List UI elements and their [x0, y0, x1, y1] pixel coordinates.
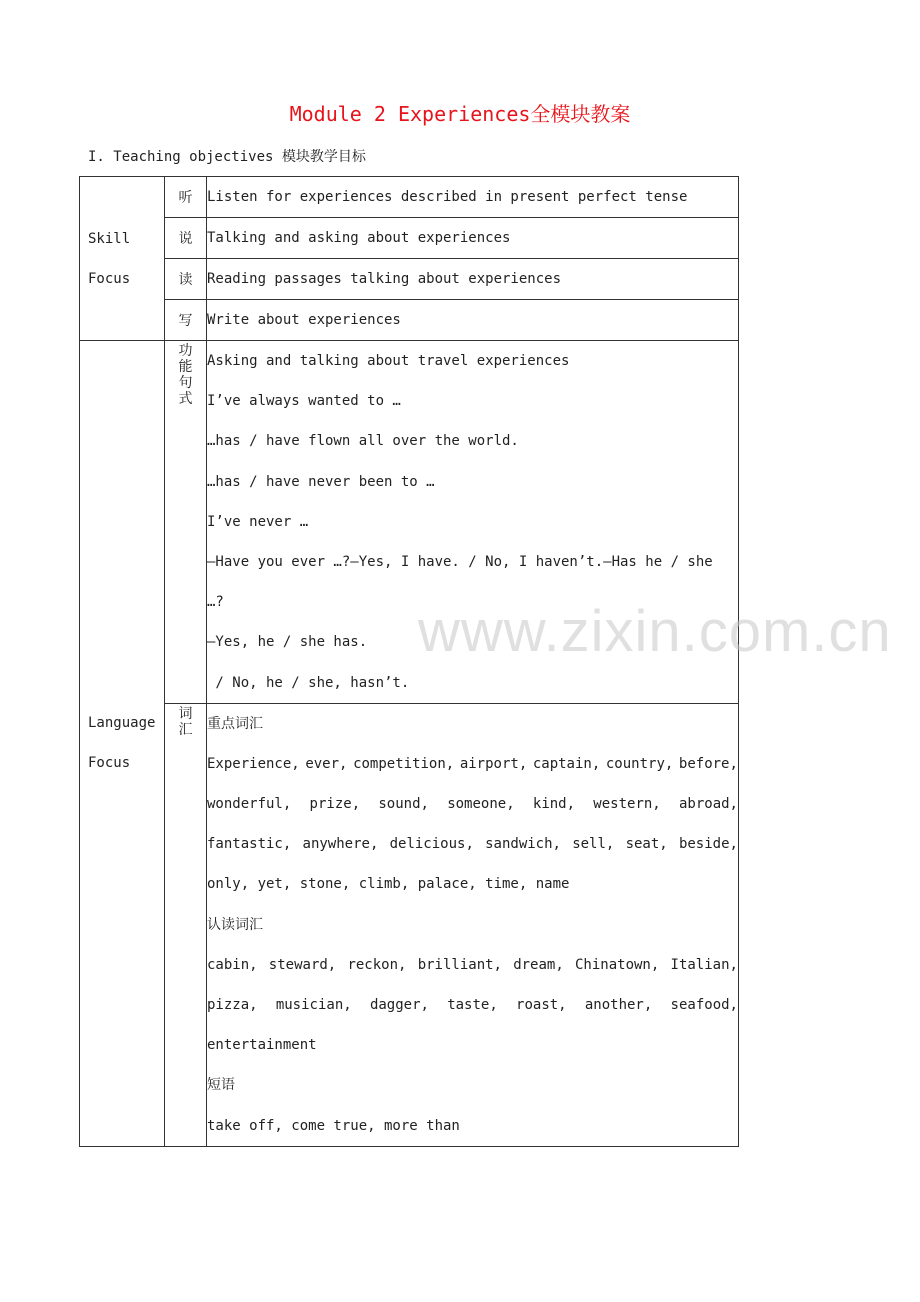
vocab-word: sell,	[572, 836, 615, 853]
recognition-vocab-line	[207, 985, 738, 1025]
function-line: Asking and talking about travel experiences	[207, 353, 570, 369]
recognition-vocab-heading: 认读词汇	[207, 916, 263, 933]
functions-label-char: 句	[178, 375, 193, 391]
vocab-word: Experience,	[207, 755, 300, 772]
vocab-word: dagger,	[369, 997, 429, 1013]
function-line: I’ve never …	[207, 513, 309, 530]
vocabulary-content	[207, 703, 739, 1146]
vocab-word: pizza,	[207, 997, 258, 1013]
skill-listen-text: Listen for experiences described in present perfect tense	[207, 177, 739, 218]
skill-listen: 听	[165, 177, 207, 218]
functions-label-char: 式	[178, 391, 193, 407]
functions-label-char: 能	[178, 359, 193, 375]
function-line: —Yes, he / she has.	[207, 634, 368, 651]
vocab-word: musician,	[275, 997, 352, 1013]
vocab-word: before,	[678, 755, 738, 772]
skill-focus-label-line2: Focus	[88, 270, 131, 287]
vocabulary-label	[165, 703, 207, 1146]
vocab-word: sandwich,	[485, 836, 561, 853]
vocab-word: ever,	[305, 755, 348, 772]
vocab-word: reckon,	[347, 956, 407, 973]
vocab-word: Italian,	[670, 956, 738, 973]
skill-read-text: Reading passages talking about experiences	[207, 259, 739, 300]
vocab-word: western,	[593, 796, 661, 813]
function-line: —Have you ever …?—Yes, I have. / No, I haven’t.—Has he / she	[207, 553, 713, 570]
vocab-word: country,	[605, 755, 674, 772]
skill-read: 读	[165, 259, 207, 300]
vocab-word: anywhere,	[302, 836, 379, 853]
vocab-word: wonderful,	[207, 796, 292, 813]
vocab-word: sound,	[378, 796, 429, 813]
language-focus-label-line2: Focus	[88, 755, 131, 772]
vocab-word: prize,	[309, 796, 361, 813]
function-line: …?	[207, 594, 224, 611]
vocab-word: abroad,	[678, 796, 738, 813]
vocab-word: fantastic,	[207, 836, 292, 853]
key-vocab-heading: 重点词汇	[207, 715, 263, 732]
vocab-word: Chinatown,	[575, 956, 660, 973]
vocab-word: brilliant,	[417, 956, 502, 973]
vocab-word: someone,	[447, 796, 515, 813]
phrases-line: take off, come true, more than	[207, 1117, 460, 1134]
vocabulary-label-char: 汇	[178, 721, 193, 738]
phrases-heading: 短语	[207, 1077, 235, 1094]
language-focus-label-line1: Language	[88, 715, 156, 732]
vocab-word: competition,	[353, 755, 455, 772]
key-vocab-line	[207, 784, 738, 824]
vocab-word: beside,	[678, 836, 738, 853]
function-line: …has / have never been to …	[207, 473, 435, 490]
key-vocab-line	[207, 824, 738, 864]
recognition-vocab-line: entertainment	[207, 1037, 317, 1054]
skill-speak-text: Talking and asking about experiences	[207, 218, 739, 259]
functions-label-char: 功	[178, 343, 193, 359]
vocab-word: another,	[584, 997, 653, 1013]
vocab-word: airport,	[459, 755, 528, 772]
function-line: I’ve always wanted to …	[207, 393, 401, 410]
page-title: Module 2 Experiences全模块教案	[289, 102, 631, 126]
vocab-word: kind,	[532, 796, 576, 813]
recognition-vocab-line	[207, 945, 738, 985]
language-focus-label	[80, 341, 165, 1147]
vocab-word: dream,	[513, 956, 564, 973]
skill-write-text: Write about experiences	[207, 300, 739, 341]
key-vocab-line: only, yet, stone, climb, palace, time, name	[207, 876, 570, 893]
vocabulary-label-char: 词	[178, 705, 193, 722]
vocab-word: taste,	[447, 997, 498, 1013]
key-vocab-line	[207, 744, 738, 784]
section-heading: I. Teaching objectives 模块教学目标	[88, 149, 366, 165]
skill-write: 写	[165, 300, 207, 341]
watermark: www.zixin.com.cn	[418, 599, 892, 664]
skill-speak: 说	[165, 218, 207, 259]
function-line: …has / have flown all over the world.	[207, 433, 519, 450]
skill-focus-label	[80, 177, 165, 341]
vocab-word: seafood,	[670, 997, 738, 1013]
skill-focus-label-line1: Skill	[88, 230, 131, 247]
vocab-word: seat,	[625, 836, 668, 853]
vocab-word: captain,	[532, 755, 601, 772]
vocab-word: delicious,	[389, 836, 474, 853]
vocab-word: cabin,	[207, 956, 258, 973]
function-line: / No, he / she, hasn’t.	[207, 674, 410, 691]
vocab-word: roast,	[516, 997, 567, 1013]
functions-label	[165, 341, 207, 704]
vocab-word: steward,	[268, 956, 337, 973]
